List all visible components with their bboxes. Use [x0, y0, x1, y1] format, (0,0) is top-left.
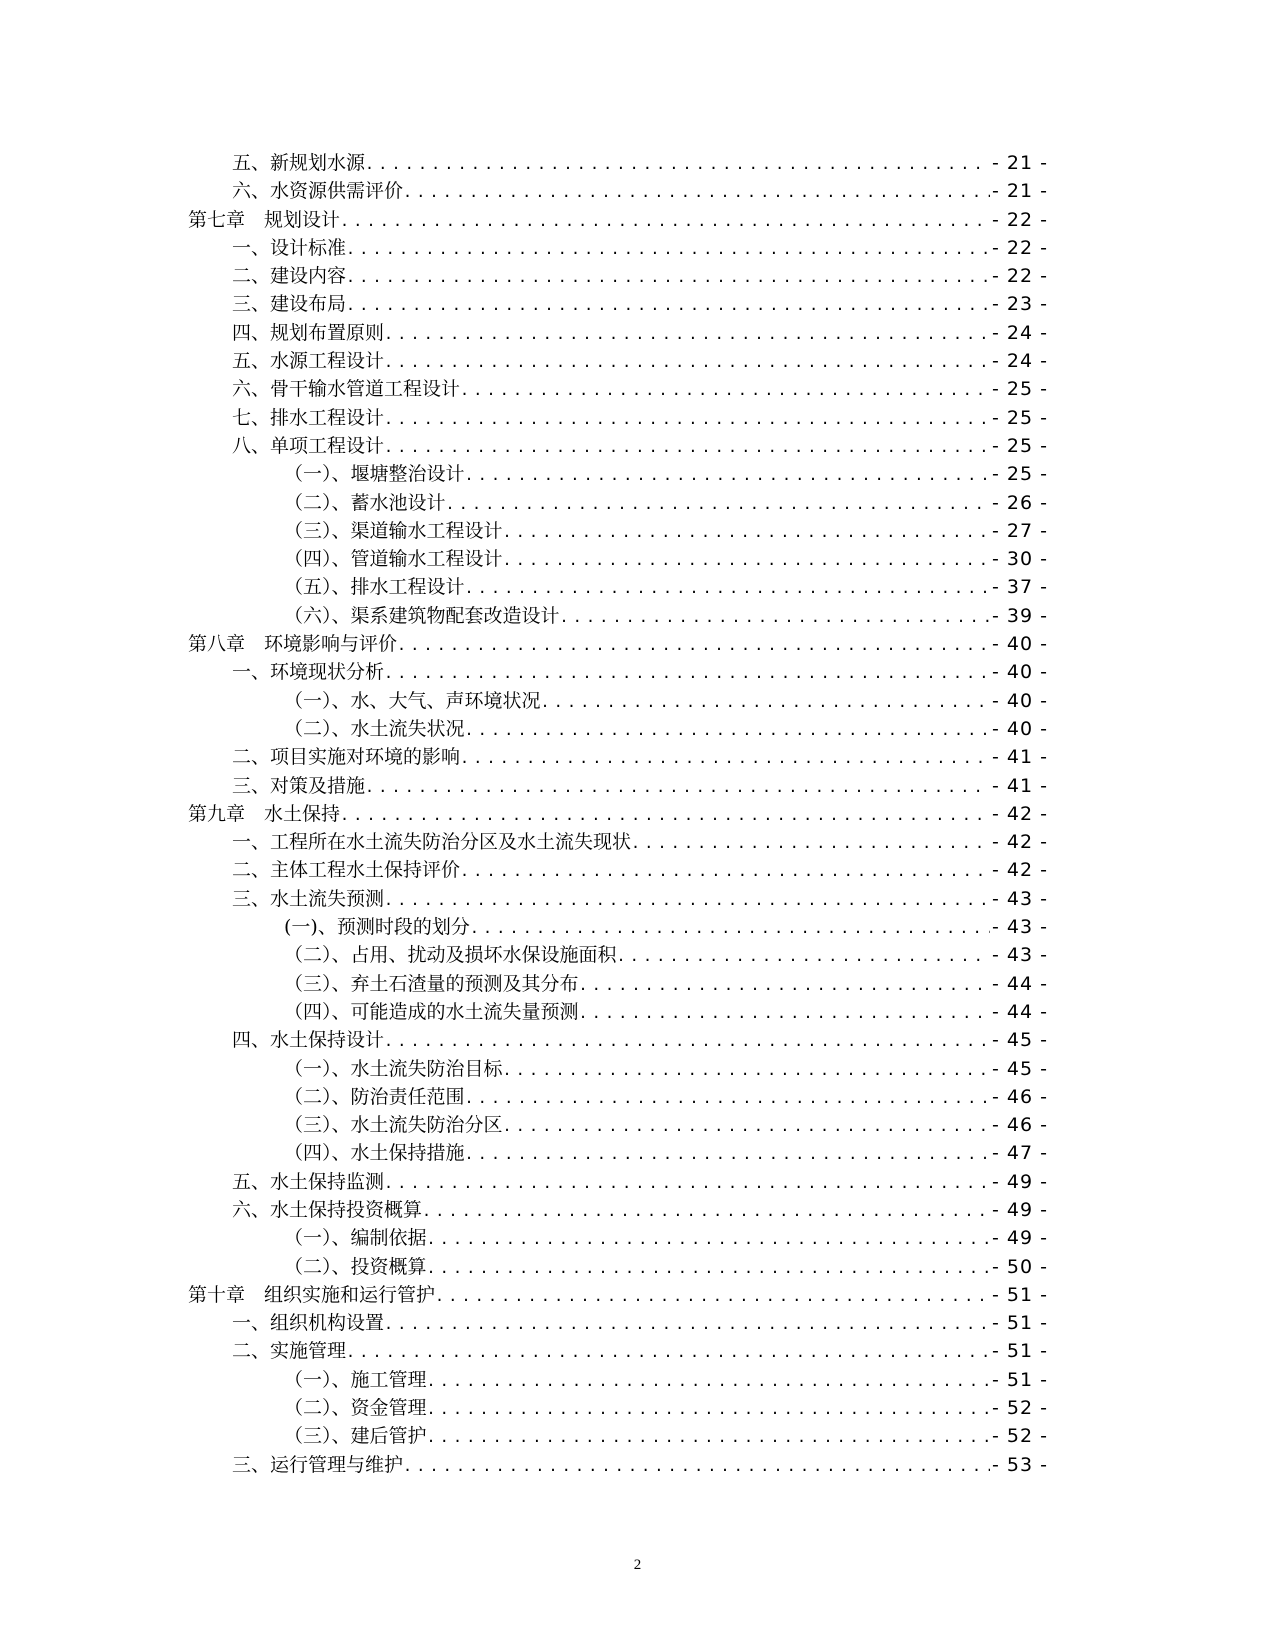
- toc-entry-page: - 42 -: [992, 859, 1048, 882]
- toc-dot-leader: [460, 744, 990, 772]
- toc-entry-main: [188, 1281, 990, 1310]
- toc-entry-title: （一）、施工管理: [284, 1368, 427, 1391]
- page-number: 2: [633, 1557, 642, 1573]
- toc-entry-page: - 47 -: [992, 1142, 1048, 1165]
- toc-entry-main: [284, 1083, 990, 1112]
- toc-entry-main: [232, 290, 990, 319]
- toc-entry[interactable]: [0, 489, 1275, 517]
- toc-entry-main: [284, 715, 990, 744]
- toc-entry-title: （四）、管道输水工程设计: [284, 548, 503, 571]
- toc-dot-leader: [384, 320, 990, 348]
- toc-dot-leader: [346, 291, 990, 319]
- toc-entry-main: [284, 1055, 990, 1084]
- toc-entry-main: [232, 149, 990, 178]
- toc-entry-title: 二、实施管理: [232, 1340, 347, 1363]
- toc-entry-title: 第十章 组织实施和运行管护: [188, 1283, 436, 1306]
- toc-entry-page: - 46 -: [992, 1085, 1048, 1108]
- toc-entry-page: - 40 -: [992, 661, 1048, 684]
- toc-entry-title: 第七章 规划设计: [188, 208, 341, 231]
- toc-entry[interactable]: [0, 913, 1275, 941]
- toc-entry-title: 二、主体工程水土保持评价: [232, 859, 461, 882]
- toc-entry[interactable]: [0, 856, 1275, 884]
- toc-entry-main: [232, 262, 990, 291]
- toc-dot-leader: [446, 490, 990, 518]
- toc-entry-main: [232, 772, 990, 801]
- toc-entry-title: （二）、水土流失状况: [284, 717, 465, 740]
- toc-entry-main: [284, 460, 990, 489]
- toc-entry-page: - 44 -: [992, 972, 1048, 995]
- toc-entry[interactable]: [0, 432, 1275, 460]
- toc-entry[interactable]: [0, 545, 1275, 573]
- toc-entry[interactable]: [0, 970, 1275, 998]
- toc-dot-leader: [470, 914, 990, 942]
- toc-entry-page: - 45 -: [992, 1057, 1048, 1080]
- toc-entry-page: - 50 -: [992, 1255, 1048, 1278]
- toc-entry-main: [232, 743, 990, 772]
- toc-dot-leader: [384, 659, 990, 687]
- toc-entry-title: 三、建设布局: [232, 293, 347, 316]
- toc-entry-main: [188, 800, 990, 829]
- toc-dot-leader: [365, 150, 990, 178]
- toc-entry-main: [232, 1168, 990, 1197]
- toc-entry-page: - 37 -: [992, 576, 1048, 599]
- toc-entry-title: （三）、弃土石渣量的预测及其分布: [284, 972, 579, 995]
- toc-entry-main: [232, 177, 990, 206]
- toc-entry-title: （三）、渠道输水工程设计: [284, 519, 503, 542]
- toc-entry[interactable]: [0, 319, 1275, 347]
- toc-entry[interactable]: [0, 998, 1275, 1026]
- toc-entry-main: [284, 573, 990, 602]
- toc-dot-leader: [340, 207, 990, 235]
- toc-entry-title: （四）、水土保持措施: [284, 1142, 465, 1165]
- toc-entry-page: - 53 -: [992, 1453, 1048, 1476]
- toc-entry[interactable]: [0, 1026, 1275, 1054]
- toc-entry[interactable]: [0, 290, 1275, 318]
- toc-entry-page: - 43 -: [992, 887, 1048, 910]
- toc-dot-leader: [465, 1084, 990, 1112]
- toc-entry-page: - 49 -: [992, 1170, 1048, 1193]
- toc-entry-main: [284, 998, 990, 1027]
- toc-entry-title: （一）、水、大气、声环境状况: [284, 689, 541, 712]
- toc-entry-main: [232, 1309, 990, 1338]
- toc-entry[interactable]: [0, 1451, 1275, 1479]
- toc-entry[interactable]: [0, 687, 1275, 715]
- toc-entry-page: - 22 -: [992, 265, 1048, 288]
- toc-dot-leader: [465, 574, 990, 602]
- toc-entry-page: - 41 -: [992, 746, 1048, 769]
- toc-entry-title: 五、水源工程设计: [232, 350, 385, 373]
- toc-entry-title: 五、新规划水源: [232, 152, 366, 174]
- toc-entry-page: - 49 -: [992, 1198, 1048, 1221]
- toc-entry-title: 五、水土保持监测: [232, 1170, 385, 1193]
- toc-dot-leader: [503, 546, 990, 574]
- toc-entry[interactable]: [0, 602, 1275, 630]
- toc-dot-leader: [435, 1282, 990, 1310]
- toc-entry-page: - 39 -: [992, 604, 1048, 627]
- toc-dot-leader: [422, 1197, 990, 1225]
- toc-entry[interactable]: [0, 941, 1275, 969]
- toc-dot-leader: [346, 1338, 990, 1366]
- toc-entry-page: - 51 -: [992, 1283, 1048, 1306]
- toc-entry[interactable]: [0, 460, 1275, 488]
- toc-entry-title: （四）、可能造成的水土流失量预测: [284, 1000, 579, 1023]
- toc-entry-page: - 45 -: [992, 1029, 1048, 1052]
- toc-entry-main: [232, 1026, 990, 1055]
- toc-dot-leader: [427, 1225, 990, 1253]
- toc-entry-title: 七、排水工程设计: [232, 406, 385, 429]
- toc-entry[interactable]: [0, 262, 1275, 290]
- toc-dot-leader: [384, 1310, 990, 1338]
- toc-dot-leader: [384, 405, 990, 433]
- toc-entry[interactable]: [0, 234, 1275, 262]
- toc-dot-leader: [403, 178, 990, 206]
- toc-dot-leader: [384, 886, 990, 914]
- toc-entry-title: 一、设计标准: [232, 236, 347, 259]
- toc-entry-main: [232, 319, 990, 348]
- toc-entry-page: - 25 -: [992, 378, 1048, 401]
- toc-dot-leader: [579, 971, 990, 999]
- toc-entry-page: - 25 -: [992, 434, 1048, 457]
- toc-entry-title: （二）、蓄水池设计: [284, 491, 446, 514]
- toc-entry-main: [232, 1196, 990, 1225]
- toc-entry-title: 四、规划布置原则: [232, 321, 385, 344]
- toc-dot-leader: [427, 1395, 990, 1423]
- toc-entry[interactable]: [0, 404, 1275, 432]
- toc-entry-main: [232, 1337, 990, 1366]
- toc-dot-leader: [427, 1367, 990, 1395]
- toc-entry-title: 第九章 水土保持: [188, 802, 341, 825]
- toc-entry-main: [284, 545, 990, 574]
- toc-entry[interactable]: [0, 149, 1275, 177]
- toc-entry-page: - 24 -: [992, 350, 1048, 373]
- toc-entry[interactable]: [0, 1168, 1275, 1196]
- toc-entry-main: [284, 1394, 990, 1423]
- toc-entry[interactable]: [0, 772, 1275, 800]
- toc-entry-main: [284, 941, 990, 970]
- toc-entry-title: 二、项目实施对环境的影响: [232, 746, 461, 769]
- toc-entry-main: [284, 489, 990, 518]
- toc-entry-page: - 25 -: [992, 406, 1048, 429]
- toc-entry[interactable]: [0, 1366, 1275, 1394]
- toc-entry-title: 四、水土保持设计: [232, 1029, 385, 1052]
- toc-dot-leader: [541, 688, 990, 716]
- toc-entry[interactable]: [0, 573, 1275, 601]
- toc-entry-main: [284, 1139, 990, 1168]
- toc-entry[interactable]: [0, 1309, 1275, 1337]
- toc-dot-leader: [465, 716, 990, 744]
- toc-dot-leader: [631, 829, 990, 857]
- toc-entry-title: （一）、编制依据: [284, 1227, 427, 1250]
- toc-entry-main: [284, 517, 990, 546]
- table-of-contents: [0, 149, 1275, 1479]
- toc-dot-leader: [503, 1056, 990, 1084]
- toc-dot-leader: [503, 1112, 990, 1140]
- toc-entry-title: （三）、水土流失防治分区: [284, 1114, 503, 1137]
- toc-entry-page: - 43 -: [992, 944, 1048, 967]
- toc-entry-page: - 44 -: [992, 1000, 1048, 1023]
- toc-entry[interactable]: [0, 715, 1275, 743]
- toc-entry-page: - 52 -: [992, 1425, 1048, 1448]
- toc-entry-title: 三、水土流失预测: [232, 887, 385, 910]
- toc-entry-page: - 40 -: [992, 717, 1048, 740]
- toc-entry-title: 一、工程所在水土流失防治分区及水土流失现状: [232, 831, 632, 854]
- toc-entry[interactable]: [0, 1083, 1275, 1111]
- toc-entry-page: - 52 -: [992, 1397, 1048, 1420]
- toc-entry-page: - 24 -: [992, 321, 1048, 344]
- toc-entry-main: [232, 432, 990, 461]
- toc-entry-main: [284, 1422, 990, 1451]
- toc-entry-title: （五）、排水工程设计: [284, 576, 465, 599]
- toc-entry-main: [188, 206, 990, 235]
- toc-entry-title: （二）、资金管理: [284, 1397, 427, 1420]
- toc-entry-main: [284, 970, 990, 999]
- toc-entry-title: 三、运行管理与维护: [232, 1453, 404, 1476]
- toc-entry[interactable]: [0, 1055, 1275, 1083]
- toc-entry-page: - 30 -: [992, 548, 1048, 571]
- toc-entry[interactable]: [0, 828, 1275, 856]
- toc-entry[interactable]: [0, 630, 1275, 658]
- toc-entry-main: [232, 404, 990, 433]
- toc-entry-page: - 42 -: [992, 802, 1048, 825]
- toc-dot-leader: [384, 1027, 990, 1055]
- toc-dot-leader: [384, 1169, 990, 1197]
- toc-entry-page: - 49 -: [992, 1227, 1048, 1250]
- toc-entry-page: - 51 -: [992, 1368, 1048, 1391]
- toc-entry-page: - 22 -: [992, 236, 1048, 259]
- toc-entry-main: [232, 234, 990, 263]
- toc-dot-leader: [560, 603, 990, 631]
- toc-entry-main: [284, 1253, 990, 1282]
- toc-entry-title: 六、水资源供需评价: [232, 180, 404, 203]
- toc-entry-title: 六、水土保持投资概算: [232, 1198, 423, 1221]
- toc-entry-main: [284, 1366, 990, 1395]
- toc-entry[interactable]: [0, 1139, 1275, 1167]
- toc-entry-title: (一)、预测时段的划分: [284, 916, 470, 939]
- toc-entry-title: 二、建设内容: [232, 265, 347, 288]
- toc-entry-page: - 21 -: [992, 152, 1048, 174]
- toc-entry-title: 八、单项工程设计: [232, 434, 385, 457]
- toc-entry-title: （一）、堰塘整治设计: [284, 463, 465, 486]
- toc-dot-leader: [503, 518, 990, 546]
- toc-entry[interactable]: [0, 1253, 1275, 1281]
- toc-entry-title: 三、对策及措施: [232, 774, 366, 797]
- toc-entry-page: - 26 -: [992, 491, 1048, 514]
- toc-entry-title: 第八章 环境影响与评价: [188, 633, 398, 656]
- toc-entry-main: [232, 1451, 990, 1480]
- toc-entry[interactable]: [0, 743, 1275, 771]
- toc-dot-leader: [460, 857, 990, 885]
- toc-entry-main: [284, 687, 990, 716]
- toc-entry-page: - 22 -: [992, 208, 1048, 231]
- toc-entry[interactable]: [0, 517, 1275, 545]
- toc-entry[interactable]: [0, 1394, 1275, 1422]
- toc-entry[interactable]: [0, 1224, 1275, 1252]
- toc-entry-page: - 40 -: [992, 689, 1048, 712]
- toc-entry-main: [232, 658, 990, 687]
- toc-entry-main: [284, 1111, 990, 1140]
- toc-entry-main: [232, 885, 990, 914]
- toc-entry-main: [232, 375, 990, 404]
- toc-entry-page: - 46 -: [992, 1114, 1048, 1137]
- toc-entry-page: - 27 -: [992, 519, 1048, 542]
- toc-entry-main: [284, 602, 990, 631]
- toc-dot-leader: [397, 631, 990, 659]
- toc-entry-page: - 43 -: [992, 916, 1048, 939]
- toc-entry-main: [232, 856, 990, 885]
- toc-entry-title: （六）、渠系建筑物配套改造设计: [284, 604, 560, 627]
- toc-entry-main: [284, 913, 990, 942]
- toc-entry-title: （三）、建后管护: [284, 1425, 427, 1448]
- toc-entry-title: （二）、投资概算: [284, 1255, 427, 1278]
- toc-dot-leader: [346, 235, 990, 263]
- toc-entry[interactable]: [0, 347, 1275, 375]
- toc-dot-leader: [579, 999, 990, 1027]
- toc-entry-main: [188, 630, 990, 659]
- toc-dot-leader: [617, 942, 990, 970]
- toc-entry-page: - 41 -: [992, 774, 1048, 797]
- toc-dot-leader: [365, 773, 990, 801]
- toc-entry-title: （二）、占用、扰动及损坏水保设施面积: [284, 944, 617, 967]
- toc-dot-leader: [403, 1452, 990, 1480]
- toc-dot-leader: [384, 433, 990, 461]
- toc-entry[interactable]: [0, 885, 1275, 913]
- toc-entry-title: 一、环境现状分析: [232, 661, 385, 684]
- toc-entry-page: - 21 -: [992, 180, 1048, 203]
- toc-entry[interactable]: [0, 177, 1275, 205]
- toc-entry-title: 一、组织机构设置: [232, 1312, 385, 1335]
- toc-entry-page: - 42 -: [992, 831, 1048, 854]
- toc-entry[interactable]: [0, 1422, 1275, 1450]
- toc-entry-page: - 23 -: [992, 293, 1048, 316]
- toc-entry-page: - 25 -: [992, 463, 1048, 486]
- toc-dot-leader: [427, 1254, 990, 1282]
- toc-entry-page: - 51 -: [992, 1312, 1048, 1335]
- toc-entry-main: [232, 347, 990, 376]
- toc-entry-main: [232, 828, 990, 857]
- toc-dot-leader: [460, 376, 990, 404]
- toc-entry[interactable]: [0, 658, 1275, 686]
- toc-entry-title: （二）、防治责任范围: [284, 1085, 465, 1108]
- toc-dot-leader: [427, 1423, 990, 1451]
- toc-dot-leader: [465, 1140, 990, 1168]
- toc-entry-page: - 51 -: [992, 1340, 1048, 1363]
- toc-entry[interactable]: [0, 800, 1275, 828]
- toc-entry-main: [284, 1224, 990, 1253]
- toc-entry[interactable]: [0, 1111, 1275, 1139]
- toc-dot-leader: [340, 801, 990, 829]
- toc-dot-leader: [346, 263, 990, 291]
- toc-entry[interactable]: [0, 206, 1275, 234]
- toc-entry[interactable]: [0, 375, 1275, 403]
- toc-dot-leader: [384, 348, 990, 376]
- toc-entry[interactable]: [0, 1281, 1275, 1309]
- toc-entry[interactable]: [0, 1196, 1275, 1224]
- toc-dot-leader: [465, 461, 990, 489]
- toc-entry-title: （一）、水土流失防治目标: [284, 1057, 503, 1080]
- toc-entry-title: 六、骨干输水管道工程设计: [232, 378, 461, 401]
- toc-entry-page: - 40 -: [992, 633, 1048, 656]
- toc-entry[interactable]: [0, 1337, 1275, 1365]
